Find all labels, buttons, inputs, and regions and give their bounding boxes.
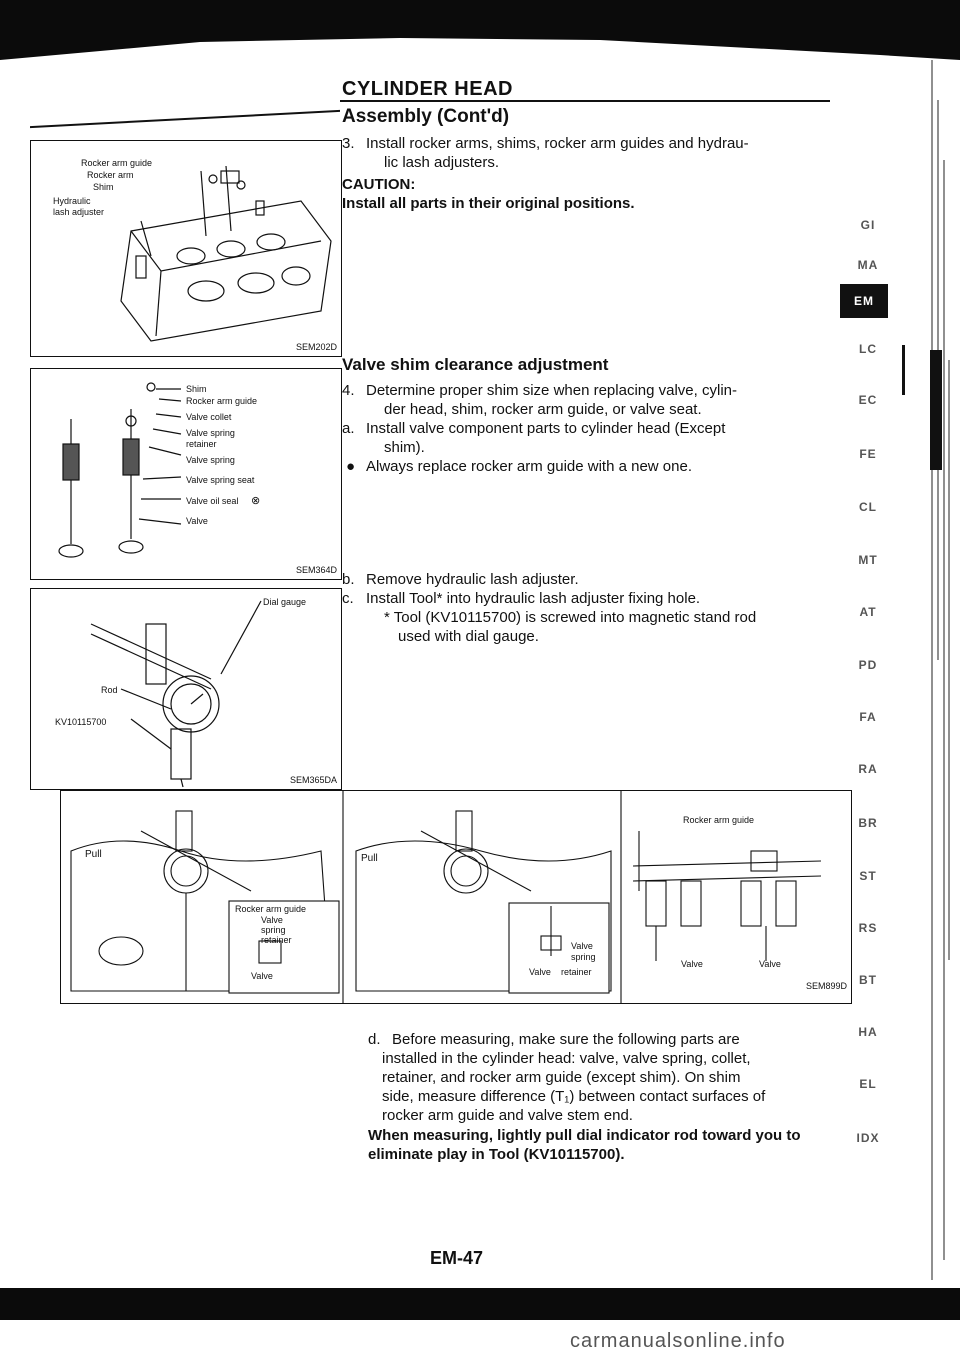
index-tab-lc[interactable]: LC (859, 342, 877, 356)
label-valve-collet: Valve collet (186, 412, 232, 422)
label-spring: spring (261, 925, 286, 935)
header-rule-left (30, 110, 340, 128)
step-d-line-3: retainer, and rocker arm guide (except shim). On shim (382, 1069, 741, 1086)
step-c-number: c. (342, 590, 354, 607)
label-retainer: retainer (561, 967, 592, 977)
label-rocker-arm-guide: Rocker arm guide (683, 815, 755, 825)
index-tab-cl[interactable]: CL (859, 500, 877, 514)
label-rocker-arm-guide: Rocker arm guide (186, 396, 258, 406)
label-valve: Valve (759, 959, 781, 969)
label-valve-spring-seat: Valve spring seat (186, 475, 255, 485)
label-rod: Rod (101, 685, 118, 695)
step-c-text: Install Tool* into hydraulic lash adjuster fixing hole. (366, 590, 701, 607)
index-tab-at[interactable]: AT (859, 605, 877, 619)
index-tab-mt[interactable]: MT (858, 553, 878, 567)
label-shim: Shim (93, 182, 114, 192)
label-valve-spring-1: Valve spring (186, 428, 235, 438)
caution-text: Install all parts in their original positions. (342, 195, 635, 212)
index-tab-fa[interactable]: FA (859, 710, 877, 724)
step-a-line-1: Install valve component parts to cylinder head (Except (366, 420, 726, 437)
step-b-number: b. (342, 571, 355, 588)
header-rule (340, 100, 830, 102)
label-spring: spring (571, 952, 596, 962)
figure-code: SEM364D (295, 565, 337, 575)
index-tab-ra[interactable]: RA (858, 762, 878, 776)
margin-bar (902, 345, 905, 395)
label-pull: Pull (85, 849, 102, 860)
step-b-text: Remove hydraulic lash adjuster. (366, 571, 579, 588)
label-tool-number: KV10115700 (55, 717, 107, 727)
page-number: EM-47 (430, 1248, 484, 1268)
figure-code: SEM202D (295, 342, 337, 352)
figure-valve-components (30, 368, 342, 580)
label-valve: Valve (186, 516, 208, 526)
step-3-line-2: lic lash adjusters. (384, 154, 500, 171)
page-edge-marks (930, 60, 952, 1280)
label-retainer: retainer (186, 439, 217, 449)
index-tab-fe[interactable]: FE (859, 447, 877, 461)
warning-line-1: When measuring, lightly pull dial indicator rod toward you to (368, 1127, 801, 1144)
bullet-dot: ● (346, 458, 356, 475)
label-lash-adjuster: lash adjuster (53, 207, 105, 217)
label-valve: Valve (251, 971, 273, 981)
label-valve: Valve (571, 941, 593, 951)
label-shim: Shim (186, 384, 207, 394)
label-valve: Valve (529, 967, 551, 977)
step-d-line-1: Before measuring, make sure the following parts are (392, 1031, 740, 1048)
label-valve-oil-seal: Valve oil seal (186, 496, 239, 506)
step-d-number: d. (368, 1031, 381, 1048)
step-d-line-4: side, measure difference (T₁) between contact surfaces of (382, 1088, 766, 1105)
caution-label: CAUTION: (342, 176, 416, 193)
index-tab-el[interactable]: EL (859, 1077, 877, 1091)
label-valve-spring-2: Valve spring (186, 455, 235, 465)
index-tab-ma[interactable]: MA (857, 258, 879, 272)
index-tab-em[interactable]: EM (840, 284, 888, 318)
watermark: carmanualsonline.info (570, 1330, 786, 1352)
index-tab-pd[interactable]: PD (858, 658, 878, 672)
warning-line-2: eliminate play in Tool (KV10115700). (368, 1146, 625, 1163)
top-band (0, 0, 960, 80)
dial-gauge-drawing (31, 589, 341, 789)
figure-code: SEM365DA (289, 775, 337, 785)
section-title: Valve shim clearance adjustment (342, 355, 609, 374)
index-tab-rs[interactable]: RS (858, 921, 878, 935)
index-tab-idx[interactable]: IDX (856, 1131, 880, 1145)
label-valve: Valve (681, 959, 703, 969)
step-3-line-1: Install rocker arms, shims, rocker arm guides and hydrau- (366, 135, 749, 152)
label-pull: Pull (361, 853, 378, 864)
index-tab-st[interactable]: ST (859, 869, 877, 883)
label-dial-gauge: Dial gauge (263, 597, 307, 607)
page-header-title: CYLINDER HEAD (342, 78, 513, 100)
tool-note-line-1: * Tool (KV10115700) is screwed into magnetic stand rod (384, 609, 757, 626)
figure-code: SEM899D (805, 981, 847, 991)
step-a-line-2: shim). (384, 439, 425, 456)
index-tab-ha[interactable]: HA (858, 1025, 878, 1039)
step-4-line-1: Determine proper shim size when replacing valve, cylin- (366, 382, 737, 399)
step-3-number: 3. (342, 135, 355, 152)
index-tab-bt[interactable]: BT (859, 973, 877, 987)
step-a-number: a. (342, 420, 355, 437)
step-d-line-2: installed in the cylinder head: valve, valve spring, collet, (382, 1050, 751, 1067)
tool-note-line-2: used with dial gauge. (398, 628, 539, 645)
index-tab-gi[interactable]: GI (860, 218, 876, 232)
bottom-band (0, 1288, 960, 1320)
cylinder-head-drawing (31, 141, 341, 356)
index-tab-br[interactable]: BR (858, 816, 878, 830)
figure-measuring-setup (60, 790, 852, 1004)
label-hydraulic: Hydraulic (53, 196, 91, 206)
section-subtitle: Assembly (Cont'd) (342, 106, 510, 127)
step-4-number: 4. (342, 382, 355, 399)
index-tab-ec[interactable]: EC (858, 393, 878, 407)
label-retainer: retainer (261, 935, 292, 945)
bullet-text: Always replace rocker arm guide with a new one. (366, 458, 692, 475)
step-4-line-2: der head, shim, rocker arm guide, or valve seat. (384, 401, 702, 418)
do-not-reuse-icon: ⊗ (251, 495, 261, 507)
label-valve: Valve (261, 915, 283, 925)
label-rocker-arm: Rocker arm (87, 170, 134, 180)
step-d-line-5: rocker arm guide and valve stem end. (382, 1107, 633, 1124)
figure-cylinder-head-assembly (30, 140, 342, 357)
label-rocker-arm-guide: Rocker arm guide (235, 904, 307, 914)
label-rocker-arm-guide: Rocker arm guide (81, 158, 153, 168)
figure-dial-gauge (30, 588, 342, 790)
